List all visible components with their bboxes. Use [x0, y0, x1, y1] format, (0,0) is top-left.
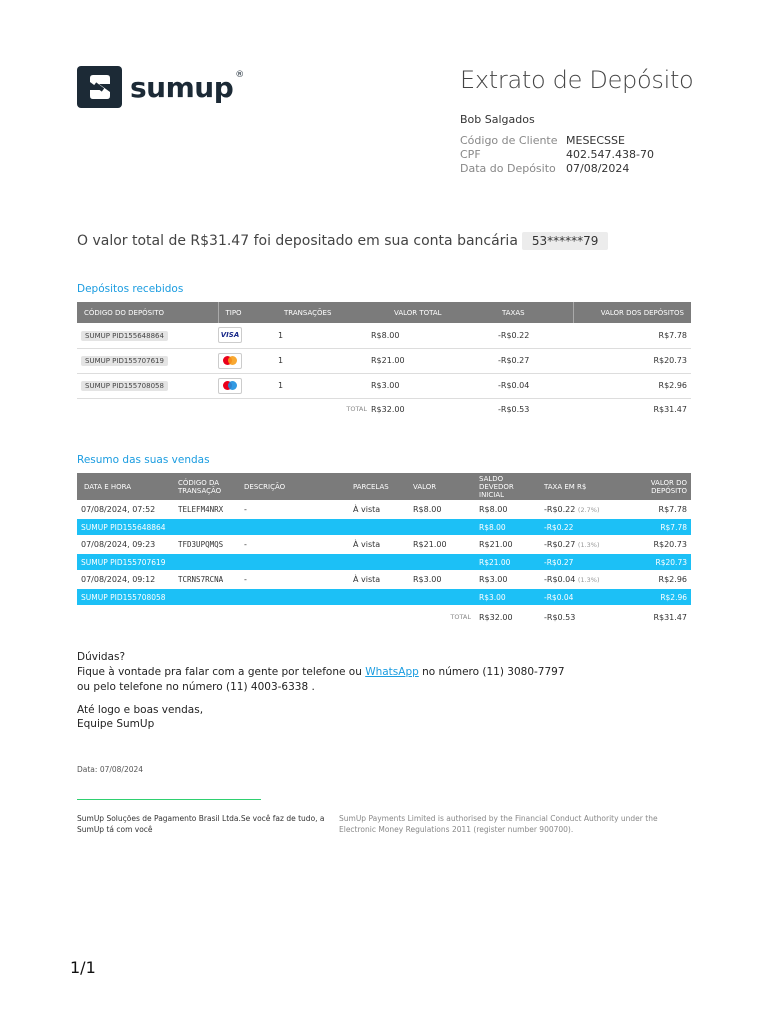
visa-icon: VISA: [218, 327, 242, 343]
installments: À vista: [353, 505, 381, 514]
meta-row-cpf: [460, 148, 654, 162]
sales-section-title: Resumo das suas vendas: [77, 454, 210, 466]
deposit-value: R$7.78: [615, 519, 691, 535]
client-name: Bob Salgados: [460, 113, 535, 126]
initial-balance: R$8.00: [475, 519, 540, 535]
deposit-subrow: [77, 519, 691, 535]
fee-value: -R$0.22: [540, 519, 615, 535]
sales-table-header: [77, 473, 691, 500]
deposit-value: R$20.73: [653, 540, 687, 549]
contact-info: [77, 650, 565, 695]
total-deposit: R$31.47: [653, 404, 687, 414]
fee-value: -R$0.04: [540, 589, 615, 605]
description: -: [244, 540, 247, 549]
deposit-code: SUMUP PID155648864: [77, 519, 475, 535]
description: -: [244, 505, 247, 514]
brand-name: sumup: [130, 70, 234, 104]
whatsapp-link[interactable]: WhatsApp: [365, 666, 419, 678]
contact-line-1: [77, 665, 565, 680]
meta-row-client-code: [460, 134, 654, 148]
contact-line-2: ou pelo telefone no número (11) 4003-6338 .: [77, 681, 315, 693]
table-row: [77, 500, 691, 519]
initial-balance: R$21.00: [479, 540, 513, 549]
sale-value: R$3.00: [413, 575, 442, 584]
transaction-code: TELEFM4NRX: [178, 505, 224, 514]
table-row: [77, 535, 691, 554]
deposits-table-header: [77, 302, 691, 323]
total-balance: R$32.00: [479, 612, 513, 622]
page-number: 1/1: [70, 958, 96, 977]
deposits-total-row: [77, 398, 691, 420]
transactions: 1: [277, 348, 371, 373]
meta-label: Data do Depósito: [460, 162, 556, 175]
col-header: TIPO: [218, 302, 277, 323]
meta-value: 07/08/2024: [566, 162, 630, 175]
table-row: [77, 373, 691, 398]
deposit-value: R$2.96: [573, 373, 691, 398]
initial-balance: R$3.00: [475, 589, 540, 605]
fee-percent: (1.3%): [577, 541, 600, 549]
meta-label: Código de Cliente: [460, 134, 558, 147]
sumup-logo-mark-icon: [77, 66, 122, 108]
deposit-subrow: [77, 554, 691, 570]
fee-percent: (1.3%): [577, 576, 600, 584]
table-row: [77, 570, 691, 589]
registered-mark: ®: [235, 70, 245, 80]
meta-row-deposit-date: [460, 162, 654, 176]
summary-text: O valor total de R$31.47 foi depositado em sua conta bancária: [77, 233, 518, 249]
footer-divider: [77, 799, 261, 800]
sales-table: [77, 473, 691, 629]
total-value: R$32.00: [371, 404, 405, 414]
col-header: VALOR TOTAL: [371, 302, 498, 323]
contact-heading: Dúvidas?: [77, 651, 126, 663]
deposit-code: SUMUP PID155708058: [77, 589, 475, 605]
transaction-code: TCRNS7RCNA: [178, 575, 224, 584]
col-header: PARCELAS: [349, 473, 409, 500]
deposit-value: R$20.73: [615, 554, 691, 570]
mastercard-icon: [218, 353, 242, 369]
fee-value: -R$0.04: [544, 575, 576, 584]
col-header: SALDO DEVEDOR INICIAL: [475, 473, 540, 500]
total-value: R$3.00: [371, 373, 498, 398]
deposit-value: R$20.73: [573, 348, 691, 373]
total-label: TOTAL: [450, 613, 471, 621]
col-header: DESCRIÇÃO: [240, 473, 349, 500]
transaction-code: TFD3UPQMQS: [178, 540, 224, 549]
total-label: TOTAL: [346, 405, 367, 414]
sale-datetime: 07/08/2024, 07:52: [81, 505, 156, 514]
fees: -R$0.27: [498, 348, 573, 373]
deposit-value: R$7.78: [658, 505, 687, 514]
sale-datetime: 07/08/2024, 09:12: [81, 575, 156, 584]
col-header: TRANSAÇÕES: [277, 302, 371, 323]
total-deposit: R$31.47: [653, 612, 687, 622]
deposit-code: SUMUP PID155707619: [77, 554, 475, 570]
deposit-subrow: [77, 589, 691, 605]
client-meta: [460, 134, 654, 176]
contact-text: Fique à vontade pra falar com a gente por telefone ou: [77, 666, 362, 678]
deposit-code: SUMUP PID155648864: [81, 331, 168, 341]
deposit-summary: [77, 232, 608, 250]
deposit-code: SUMUP PID155707619: [81, 356, 168, 366]
total-fees: -R$0.53: [498, 404, 530, 414]
footer-date: Data: 07/08/2024: [77, 765, 144, 774]
col-header: VALOR DOS DEPÓSITOS: [573, 302, 691, 323]
signoff: [77, 703, 203, 731]
meta-value: MESECSSE: [566, 134, 625, 147]
sale-value: R$21.00: [413, 540, 447, 549]
col-header: TAXAS: [498, 302, 573, 323]
deposits-section-title: Depósitos recebidos: [77, 283, 184, 295]
sales-total-row: [77, 605, 691, 629]
footer-company-text: SumUp Soluções de Pagamento Brasil Ltda.Se você faz de tudo, a SumUp tá com você: [77, 814, 325, 834]
contact-text: no número (11) 3080-7797: [422, 666, 565, 678]
fee-value: -R$0.27: [544, 540, 576, 549]
meta-value: 402.547.438-70: [566, 148, 654, 161]
deposit-code: SUMUP PID155708058: [81, 381, 168, 391]
col-header: CÓDIGO DA TRANSAÇÃO: [174, 473, 240, 500]
document-title: Extrato de Depósito: [460, 66, 694, 94]
fee-value: -R$0.27: [540, 554, 615, 570]
total-value: R$21.00: [371, 348, 498, 373]
installments: À vista: [353, 540, 381, 549]
table-row: [77, 348, 691, 373]
deposit-value: R$7.78: [573, 323, 691, 348]
total-fee: -R$0.53: [544, 612, 576, 622]
deposit-value: R$2.96: [658, 575, 687, 584]
initial-balance: R$8.00: [479, 505, 508, 514]
deposits-table: [77, 302, 691, 420]
installments: À vista: [353, 575, 381, 584]
fees: -R$0.22: [498, 323, 573, 348]
meta-label: CPF: [460, 148, 481, 161]
deposit-value: R$2.96: [615, 589, 691, 605]
col-header: TAXA EM R$: [540, 473, 615, 500]
col-header: CÓDIGO DO DEPÓSITO: [77, 302, 218, 323]
col-header: VALOR: [409, 473, 475, 500]
transactions: 1: [277, 323, 371, 348]
sumup-logo: [77, 66, 244, 108]
bank-account-badge: 53******79: [522, 232, 609, 250]
col-header: DATA E HORA: [77, 473, 174, 500]
fee-percent: (2.7%): [577, 506, 600, 514]
col-header: VALOR DO DEPÓSITO: [615, 473, 691, 500]
fee-value: -R$0.22: [544, 505, 576, 514]
signoff-line-1: Até logo e boas vendas,: [77, 704, 204, 716]
fees: -R$0.04: [498, 373, 573, 398]
maestro-icon: [218, 378, 242, 394]
footer-regulatory-text: SumUp Payments Limited is authorised by the Financial Conduct Authority under the Electronic Money Regulations 2011 (register number 900700).: [339, 814, 658, 834]
initial-balance: R$3.00: [479, 575, 508, 584]
description: -: [244, 575, 247, 584]
initial-balance: R$21.00: [475, 554, 540, 570]
table-row: [77, 323, 691, 348]
sale-datetime: 07/08/2024, 09:23: [81, 540, 156, 549]
sale-value: R$8.00: [413, 505, 442, 514]
signoff-line-2: Equipe SumUp: [77, 718, 155, 730]
total-value: R$8.00: [371, 323, 498, 348]
transactions: 1: [277, 373, 371, 398]
